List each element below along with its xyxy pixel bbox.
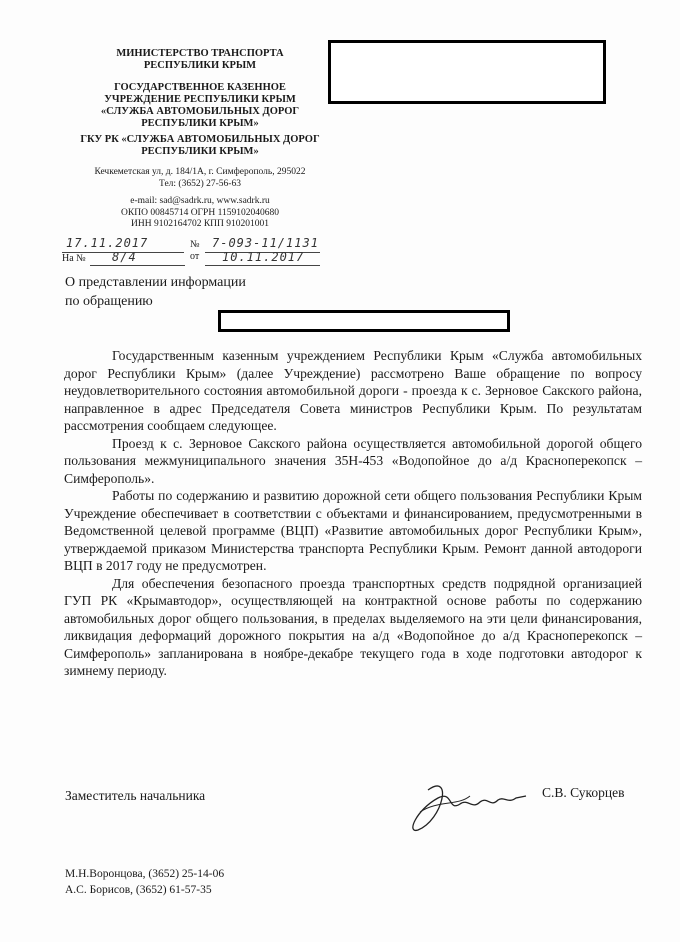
- paragraph-4: Для обеспечения безопасного проезда транспортных средств подрядной организацией ГУП РК «Крымавтодор», осуществляющей на контрактной основе работы по содержанию автомобильных дорог общего пользования, в пределах выделяемого на эти цели финансирования, ликвидация деформаций дорожного покрытия на а/д «Водопойное до а/д Красноперекопск – Симферополь» запланирована в ноябре-декабре текущего года в ходе подготовки автодорог к зимнему периоду.: [64, 575, 642, 678]
- signer-name: С.В. Сукорцев: [542, 785, 625, 800]
- subject-line-2: по обращению: [65, 294, 153, 309]
- from-underline: [205, 265, 320, 266]
- number-label: №: [190, 239, 200, 250]
- incoming-date: 10.11.2017: [222, 250, 305, 264]
- email: e-mail: sad@sadrk.ru, www.sadrk.ru: [130, 196, 270, 206]
- phone: Тел: (3652) 27-56-63: [159, 178, 241, 189]
- org-line-1: ГОСУДАРСТВЕННОЕ КАЗЕННОЕ: [114, 82, 286, 93]
- outgoing-date: 17.11.2017: [66, 236, 149, 250]
- org-details: [60, 167, 340, 231]
- incoming-number: 8/4: [112, 250, 137, 264]
- paragraph-1: Государственным казенным учреждением Республики Крым «Служба автомобильных дорог Республики Крым» (далее Учреждение) рассмотрено Ваше обращение по вопросу неудовлетворительного состояния автомобильной дороги - проезда к с. Зерновое Сакского района, направленное в адрес Председателя Совета министров Республики Крым. По результатам рассмотрения сообщаем следующее.: [64, 348, 642, 433]
- paragraph-2: Проезд к с. Зерновое Сакского района осуществляется автомобильной дорогой общего пользования межмуниципального значения 35Н-453 «Водопойное до а/д Красноперекопск – Симферополь».: [64, 435, 642, 486]
- outgoing-number: 7-093-11/1131: [212, 236, 319, 250]
- ministry-line-1: МИНИСТЕРСТВО ТРАНСПОРТА: [116, 48, 284, 59]
- org-line-4: РЕСПУБЛИКИ КРЫМ»: [141, 118, 259, 129]
- okpo-ogrn: ОКПО 00845714 ОГРН 1159102040680: [121, 207, 279, 218]
- redacted-recipient: [328, 40, 606, 104]
- short-line-1: ГКУ РК «СЛУЖБА АВТОМОБИЛЬНЫХ ДОРОГ: [80, 134, 320, 145]
- short-line-2: РЕСПУБЛИКИ КРЫМ»: [141, 146, 259, 157]
- ministry-line-2: РЕСПУБЛИКИ КРЫМ: [143, 60, 257, 71]
- in-reply-label: На №: [62, 253, 86, 264]
- ministry-name: [50, 48, 350, 72]
- in-reply-underline: [90, 265, 185, 266]
- letter-body: [64, 347, 642, 680]
- signer-title: Заместитель начальника: [65, 788, 206, 803]
- address: Кечкеметская ул, д. 184/1А, г. Симферополь, 295022: [94, 167, 306, 177]
- organization-short-name: [50, 134, 350, 158]
- executor-contacts: [65, 866, 224, 898]
- handwritten-signature-icon: [398, 770, 528, 840]
- subject-line-1: О представлении информации: [65, 275, 246, 290]
- contact-line-2: А.С. Борисов, (3652) 61-57-35: [65, 884, 212, 896]
- letter-subject: [65, 273, 246, 311]
- org-line-3: «СЛУЖБА АВТОМОБИЛЬНЫХ ДОРОГ: [100, 106, 300, 117]
- inn-kpp: ИНН 9102164702 КПП 910201001: [130, 219, 269, 229]
- from-label: от: [190, 251, 200, 262]
- organization-name: [50, 82, 350, 130]
- redacted-addressee: [218, 310, 510, 332]
- paragraph-3: Работы по содержанию и развитию дорожной сети общего пользования Республики Крым Учреждение обеспечивает в соответствии с объектами и финансированием, предусмотренными в Ведомственной целевой программе (ВЦП) «Развитие автомобильных дорог Республики Крым», утверждаемой приказом Министерства транспорта Республики Крым. Ремонт данной автодороги ВЦП в 2017 году не предусмотрен.: [64, 488, 642, 573]
- org-line-2: УЧРЕЖДЕНИЕ РЕСПУБЛИКИ КРЫМ: [104, 94, 296, 105]
- contact-line-1: М.Н.Воронцова, (3652) 25-14-06: [65, 868, 225, 880]
